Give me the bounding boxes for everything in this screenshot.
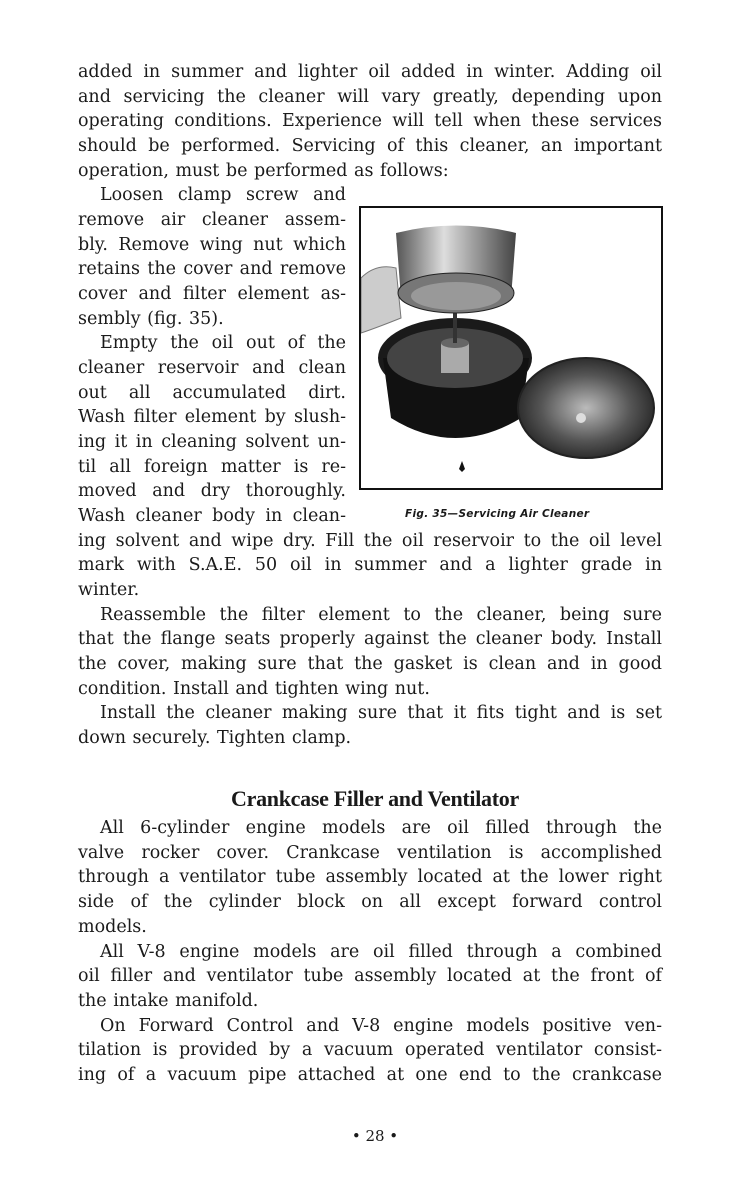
section-heading: Crankcase Filler and Ventilator xyxy=(231,786,519,811)
text-line: oil filler and ventilator tube assembly located at the front of xyxy=(78,966,662,987)
text-line: All V-8 engine models are oil filled through a combined xyxy=(100,941,662,962)
text-line: bly. Remove wing nut which xyxy=(78,234,346,255)
text-line: Reassemble the filter element to the cleaner, being sure xyxy=(100,604,662,625)
text-line: On Forward Control and V-8 engine models positive ven- xyxy=(100,1015,662,1036)
text-line: the intake manifold. xyxy=(78,990,259,1011)
text-line: Wash filter element by slush- xyxy=(78,407,346,428)
text-line: through a ventilator tube assembly located at the lower right xyxy=(78,867,662,888)
text-line: added in summer and lighter oil added in winter. Adding oil xyxy=(78,62,662,82)
text-line: valve rocker cover. Crankcase ventilation is accomplished xyxy=(78,842,662,863)
text-line: condition. Install and tighten wing nut. xyxy=(78,678,430,699)
text-line: cover and filter element as- xyxy=(78,284,346,305)
text-line: operating conditions. Experience will tell when these services xyxy=(78,111,662,132)
text-line: and servicing the cleaner will vary greatly, depending upon xyxy=(78,86,662,107)
text-line: operation, must be performed as follows: xyxy=(78,160,449,181)
air-cleaner-illustration xyxy=(361,208,661,488)
text-line: winter. xyxy=(78,580,140,601)
text-line: sembly (fig. 35). xyxy=(78,308,224,329)
text-line: moved and dry thoroughly. xyxy=(78,481,346,502)
figure-caption: Fig. 35—Servicing Air Cleaner xyxy=(405,508,590,520)
text-line: Empty the oil out of the xyxy=(100,333,346,354)
text-line: Install the cleaner making sure that it fits tight and is set xyxy=(100,703,662,724)
text-line: ing it in cleaning solvent un- xyxy=(78,432,346,453)
figure-air-cleaner-photo xyxy=(359,206,663,490)
text-line: Wash cleaner body in clean- xyxy=(78,506,346,527)
text-line: Loosen clamp screw and xyxy=(100,185,346,206)
text-line: retains the cover and remove xyxy=(78,259,346,280)
text-line: til all foreign matter is re- xyxy=(78,456,346,477)
text-line: the cover, making sure that the gasket is clean and in good xyxy=(78,654,662,675)
text-line: down securely. Tighten clamp. xyxy=(78,728,352,749)
text-line: out all accumulated dirt. xyxy=(78,382,346,403)
text-line: should be performed. Servicing of this cleaner, an important xyxy=(78,136,662,156)
text-line: models. xyxy=(78,916,147,937)
text-line: tilation is provided by a vacuum operated ventilator consist- xyxy=(78,1040,662,1061)
text-line: ing of a vacuum pipe attached at one end to the crankcase xyxy=(78,1065,662,1085)
text-line: mark with S.A.E. 50 oil in summer and a lighter grade in xyxy=(78,555,662,576)
text-line: cleaner reservoir and clean xyxy=(78,358,346,379)
page-number: • 28 • xyxy=(351,1127,399,1145)
text-line: that the flange seats properly against the cleaner body. Install xyxy=(78,629,662,650)
text-line: side of the cylinder block on all except forward control xyxy=(78,892,662,913)
text-line: All 6-cylinder engine models are oil filled through the xyxy=(100,818,662,838)
text-line: remove air cleaner assem- xyxy=(78,210,346,231)
text-line: ing solvent and wipe dry. Fill the oil reservoir to the oil level xyxy=(78,530,662,551)
